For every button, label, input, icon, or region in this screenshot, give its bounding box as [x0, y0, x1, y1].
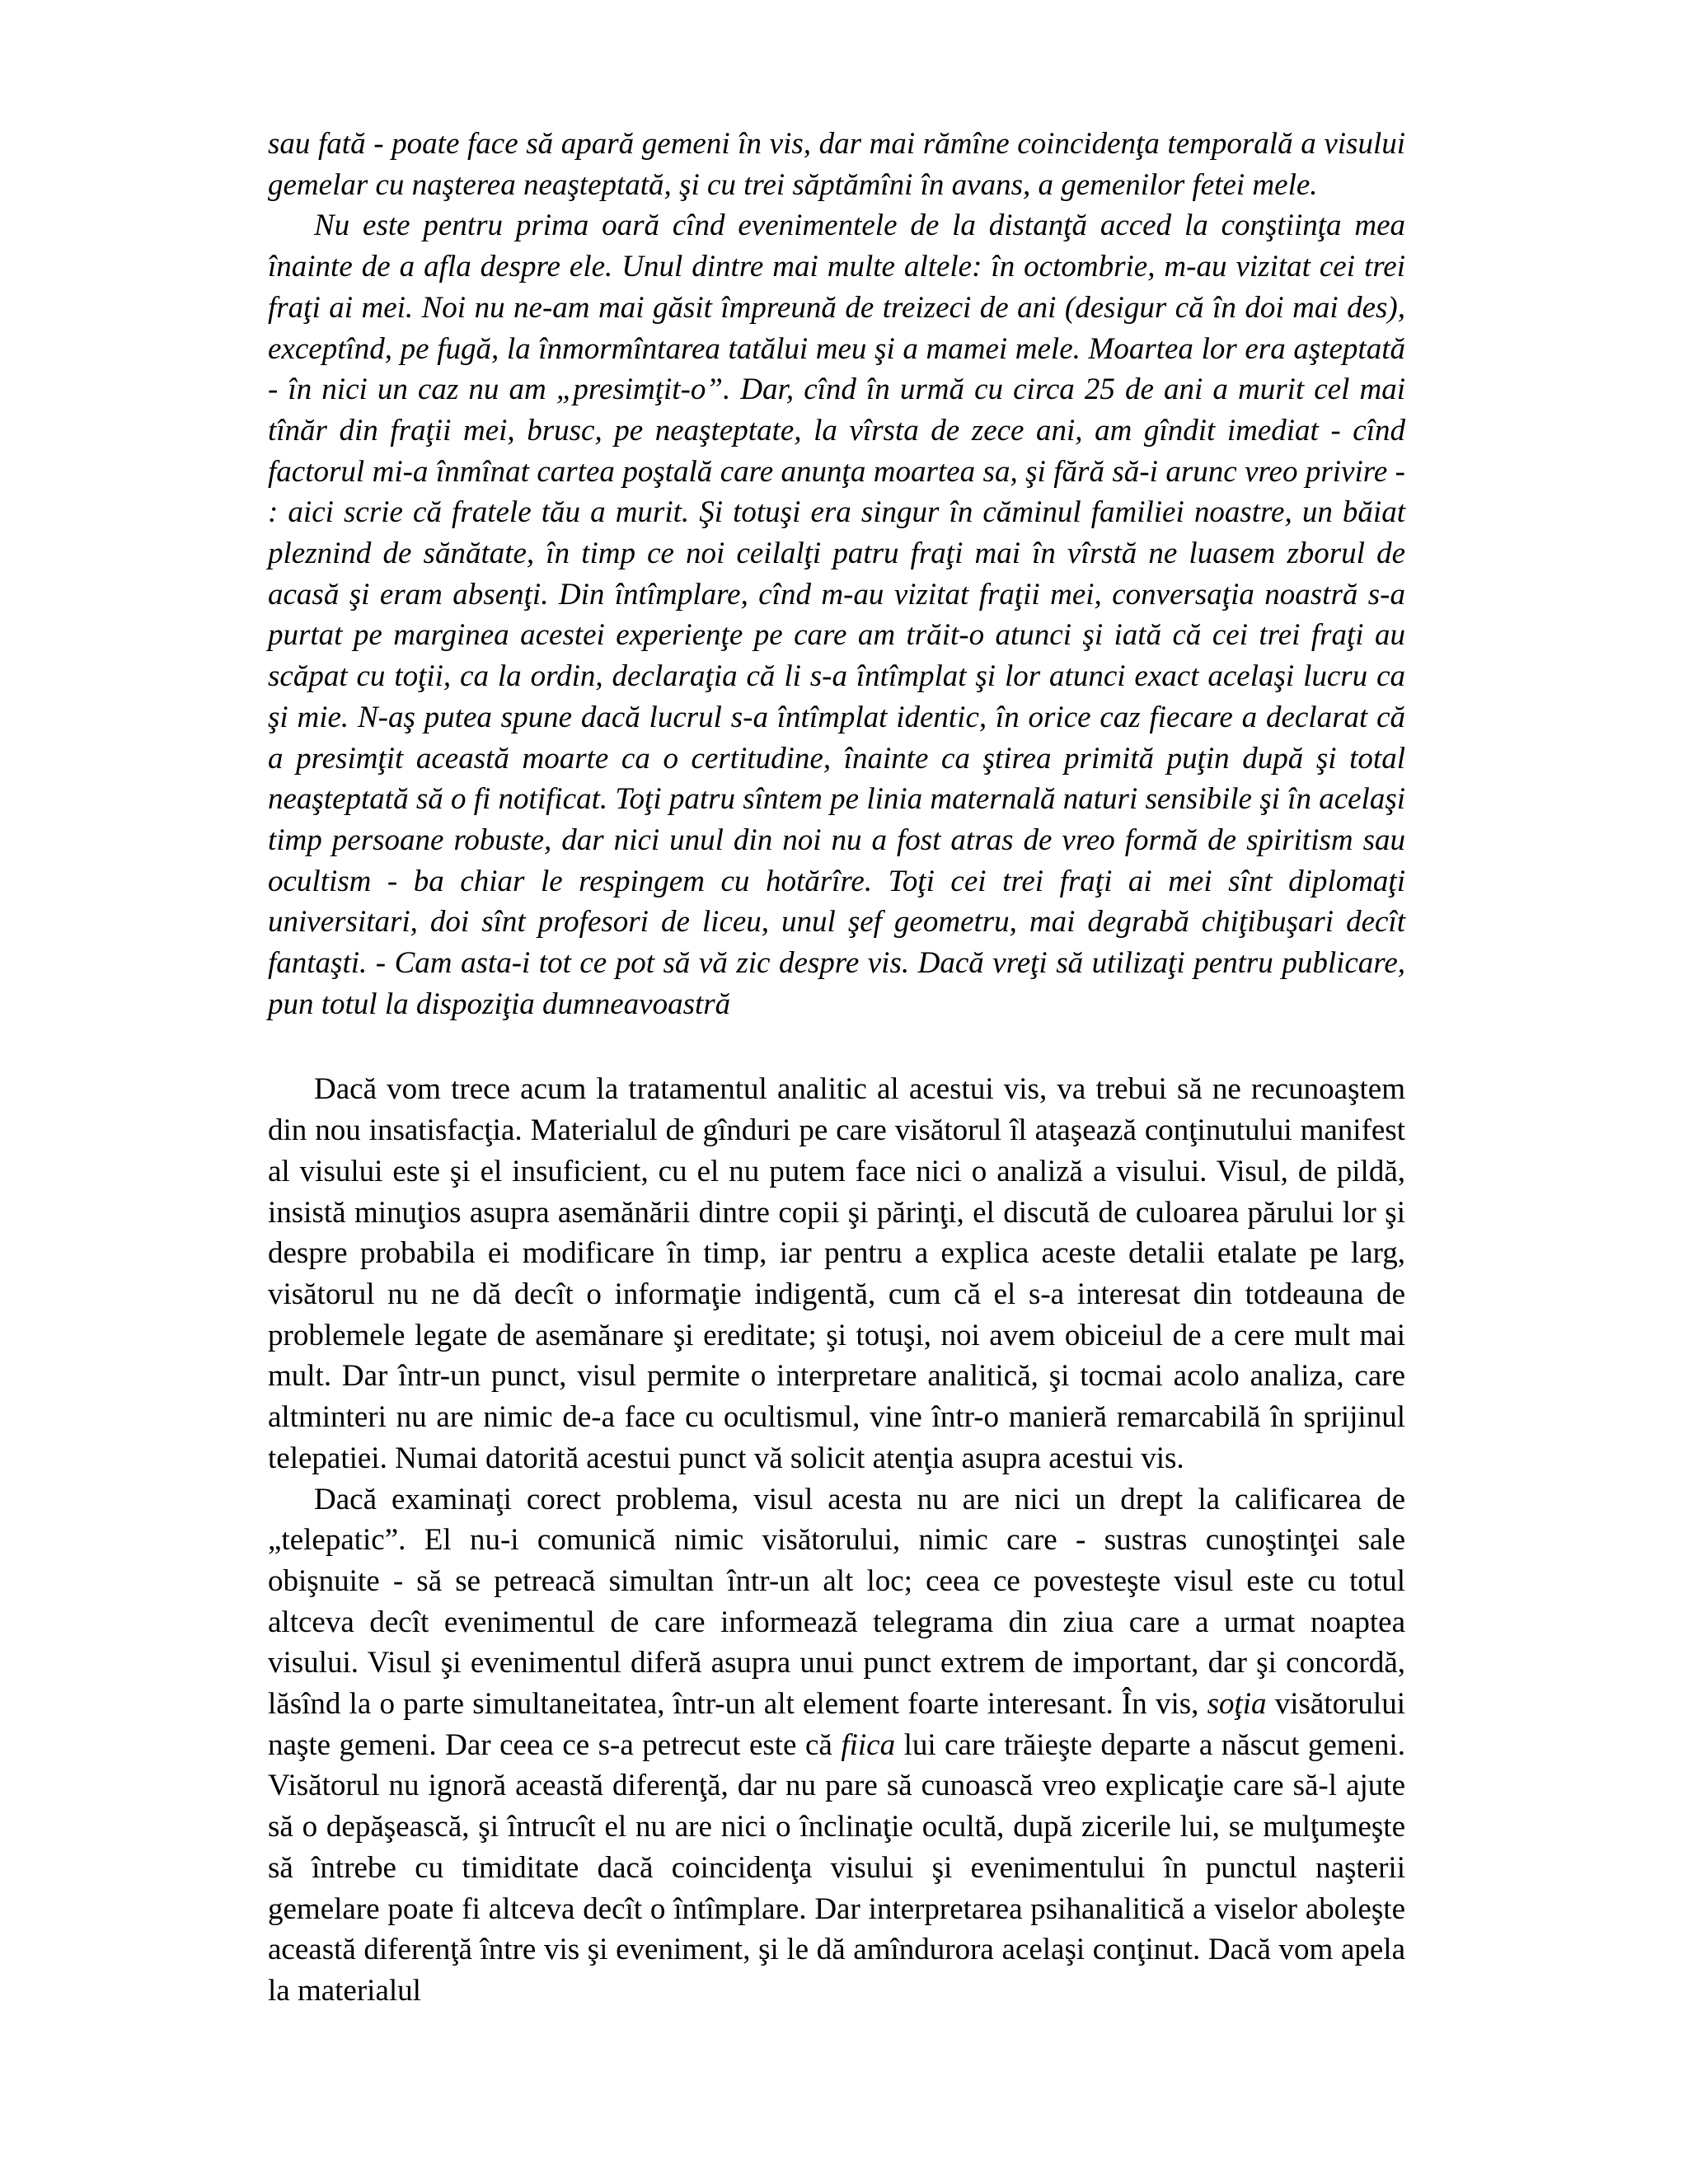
letter-paragraph-1: sau fată - poate face să apară gemeni în vis, dar mai rămîne coincidenţa temporală a visului gemelar cu naşterea neaşteptată, şi cu trei săptămîni în avans, a gemenilor fetei mele.	[268, 127, 1405, 202]
emphasis-fiica: fiica	[841, 1727, 896, 1762]
body-paragraph-2-text-c: lui care trăieşte departe a născut gemeni. Visătorul nu ignoră această diferenţă, dar nu pare să cunoască vreo explicaţie care să-l ajute să o depăşească, şi întrucît el nu are nici o înclinaţie ocultă, după zicerile lui, se mulţumeşte să întrebe cu timiditate dacă coincidenţa visului şi evenimentului în punctul naşterii gemelare poate fi altceva decît o întîmplare. Dar interpretarea psihanalitică a viselor aboleşte această diferenţă între vis şi eveniment, şi le dă amîndurora acelaşi conţinut. Dacă vom apela la materialul	[268, 1727, 1405, 2008]
paragraph-gap	[268, 1024, 1405, 1069]
body-paragraph-2-text-b: visătorului naşte gemeni. Dar ceea ce s-a petrecut este că	[268, 1687, 1405, 1762]
body-paragraph-2-text-a: Dacă examinaţi corect problema, visul acesta nu are nici un drept la calificarea de „telepatic”. El nu-i comunică nimic visătorului, nimic care - sustras cunoştinţei sale obişnuite - să se petreacă simultan într-un alt loc; ceea ce povesteşte visul este cu totul altceva decît evenimentul de care informează telegrama din ziua care a urmat noaptea visului. Visul şi evenimentul diferă asupra unui punct extrem de important, dar şi concordă, lăsînd la o parte simultaneitatea, într-un alt element foarte interesant. În vis,	[268, 1482, 1405, 1722]
body-paragraph-1: Dacă vom trece acum la tratamentul analitic al acestui vis, va trebui să ne recunoaştem din nou insatisfacţia. Materialul de gînduri pe care visătorul îl ataşează conţinutului manifest al visului este şi el insuficient, cu el nu putem face nici o analiză a visului. Visul, de pildă, insistă minuţios asupra asemănării dintre copii şi părinţi, el discută de culoarea părului lor şi despre probabila ei modificare în timp, iar pentru a explica aceste detalii etalate pe larg, visătorul nu ne dă decît o informaţie indigentă, cum că el s-a interesat din totdeauna de problemele legate de asemănare şi ereditate; şi totuşi, noi avem obiceiul de a cere mult mai mult. Dar într-un punct, visul permite o interpretare analitică, şi tocmai acolo analiza, care altminteri nu are nimic de-a face cu ocultismul, vine într-o manieră remarcabilă în sprijinul telepatiei. Numai datorită acestui punct vă solicit atenţia asupra acestui vis.	[268, 1072, 1405, 1475]
document-page	[268, 124, 1405, 2012]
body-paragraph-2	[268, 1479, 1405, 2012]
letter-paragraph-2: Nu este pentru prima oară cînd evenimentele de la distanţă acced la conştiinţa mea înainte de a afla despre ele. Unul dintre mai multe altele: în octombrie, m-au vizitat cei trei fraţi ai mei. Noi nu ne-am mai găsit împreună de treizeci de ani (desigur că în doi mai des), exceptînd, pe fugă, la înmormîntarea tatălui meu şi a mamei mele. Moartea lor era aşteptată - în nici un caz nu am „presimţit-o”. Dar, cînd în urmă cu circa 25 de ani a murit cel mai tînăr din fraţii mei, brusc, pe neaşteptate, la vîrsta de zece ani, am gîndit imediat - cînd factorul mi-a înmînat cartea poştală care anunţa moartea sa, şi fără să-i arunc vreo privire - : aici scrie că fratele tău a murit. Şi totuşi era singur în căminul familiei noastre, un băiat pleznind de sănătate, în timp ce noi ceilalţi patru fraţi mai în vîrstă ne luasem zborul de acasă şi eram absenţi. Din întîmplare, cînd m-au vizitat fraţii mei, conversaţia noastră s-a purtat pe marginea acestei experienţe pe care am trăit-o atunci şi iată că cei trei fraţi au scăpat cu toţii, ca la ordin, declaraţia că li s-a întîmplat şi lor atunci exact acelaşi lucru ca şi mie. N-aş putea spune dacă lucrul s-a întîmplat identic, în orice caz fiecare a declarat că a presimţit această moarte ca o certitudine, înainte ca ştirea primită puţin după şi total neaşteptată să o fi notificat. Toţi patru sîntem pe linia maternală naturi sensibile şi în acelaşi timp persoane robuste, dar nici unul din noi nu a fost atras de vreo formă de spiritism sau ocultism - ba chiar le respingem cu hotărîre. Toţi cei trei fraţi ai mei sînt diplomaţi universitari, doi sînt profesori de liceu, unul şef geometru, mai degrabă chiţibuşari decît fantaşti. - Cam asta-i tot ce pot să vă zic despre vis. Dacă vreţi să utilizaţi pentru publicare, pun totul la dispoziţia dumneavoastră	[268, 209, 1405, 1021]
emphasis-sotia: soţia	[1207, 1687, 1267, 1722]
